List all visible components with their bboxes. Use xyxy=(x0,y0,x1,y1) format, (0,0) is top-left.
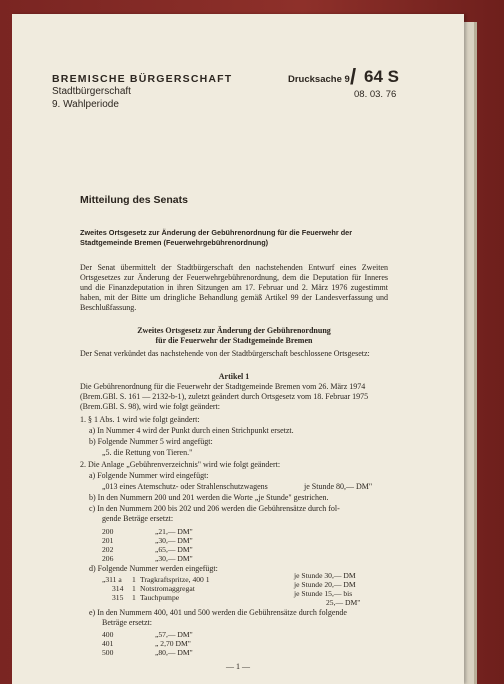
body-name: Stadtbürgerschaft xyxy=(52,86,131,97)
rate-value: „65,— DM" xyxy=(155,545,193,554)
law-heading-line: Zweites Ortsgesetz zur Änderung der Gebührenordnung xyxy=(137,326,331,335)
point-2e-line: e) In den Nummern 400, 401 und 500 werden die Gebührensätze durch folgende xyxy=(89,608,347,617)
item-rate: je Stunde 15,— bis xyxy=(294,589,353,598)
article-text: Die Gebührenordnung für die Feuerwehr der Stadtgemeinde Bremen vom 26. März 1974 (Brem.GBl. S. 161 — 2132-b-1), zuletzt geändert durch Ortsgesetz vom 18. Februar 1975 (Brem.GBl. S. 98), wird wie folgt geändert: xyxy=(80,382,369,411)
point-2d: d) Folgende Nummer werden eingefügt: xyxy=(89,564,218,573)
document-date: 08. 03. 76 xyxy=(354,89,397,100)
legislative-period: 9. Wahlperiode xyxy=(52,99,119,110)
item-qty: 1 xyxy=(132,593,136,602)
point-2c-line: gende Beträge ersetzt: xyxy=(102,514,174,523)
point-2e-line: Beträge ersetzt: xyxy=(102,618,152,627)
page-number: — 1 — xyxy=(226,662,250,671)
point-1b-quote: „5. die Rettung von Tieren." xyxy=(102,448,193,457)
point-1a: a) In Nummer 4 wird der Punkt durch einen Strichpunkt ersetzt. xyxy=(89,426,294,435)
document-title: Mitteilung des Senats xyxy=(80,194,188,206)
drucksache-label: Drucksache 9 xyxy=(288,74,350,85)
item-rate: je Stunde 20,— DM xyxy=(294,580,356,589)
item-rate: je Stunde 30,— DM xyxy=(294,571,356,580)
item-name: Tauchpumpe xyxy=(140,593,180,602)
point-2a-item: „013 eines Atemschutz- oder Strahlenschutzwagens xyxy=(102,482,268,491)
document-page xyxy=(12,14,464,684)
law-heading-line: für die Feuerwehr der Stadtgemeinde Bremen xyxy=(155,336,313,345)
item-qty: 1 xyxy=(132,575,136,584)
law-heading xyxy=(80,326,388,346)
item-rate-continued: 25,— DM" xyxy=(326,598,361,607)
point-2a: a) Folgende Nummer wird eingefügt: xyxy=(89,471,209,480)
item-code: 314 xyxy=(112,584,124,593)
institution-name: BREMISCHE BÜRGERSCHAFT xyxy=(52,73,233,85)
rate-code: 500 xyxy=(102,648,114,657)
article-heading: Artikel 1 xyxy=(218,372,250,381)
point-2: 2. Die Anlage „Gebührenverzeichnis" wird wie folgt geändert: xyxy=(80,460,281,469)
point-2a-rate: je Stunde 80,— DM" xyxy=(304,482,373,491)
rate-value: „30,— DM" xyxy=(155,536,193,545)
enactment-clause: Der Senat verkündet das nachstehende von der Stadtbürgerschaft beschlossene Ortsgesetz: xyxy=(80,349,370,358)
rate-code: 202 xyxy=(102,545,114,554)
rate-code: 206 xyxy=(102,554,114,563)
point-2c-line: c) In den Nummern 200 bis 202 und 206 werden die Gebührensätze durch fol- xyxy=(89,504,340,513)
rate-code: 401 xyxy=(102,639,114,648)
rate-value: „57,— DM" xyxy=(155,630,193,639)
rate-code: 201 xyxy=(102,536,114,545)
item-code: 315 xyxy=(112,593,124,602)
point-1: 1. § 1 Abs. 1 wird wie folgt geändert: xyxy=(80,415,200,424)
drucksache-slash: / xyxy=(350,64,357,89)
rate-value: „30,— DM" xyxy=(155,554,193,563)
rate-value: „21,— DM" xyxy=(155,527,193,536)
item-code: „311 a xyxy=(102,575,122,584)
rate-code: 400 xyxy=(102,630,114,639)
document-subject: Zweites Ortsgesetz zur Änderung der Gebührenordnung für die Feuerwehr der Stadtgemeinde Bremen (Feuerwehrgebührenordnung) xyxy=(80,228,353,247)
point-2b: b) In den Nummern 200 und 201 werden die Worte „je Stunde" gestrichen. xyxy=(89,493,329,502)
rate-value: „ 2,70 DM" xyxy=(155,639,191,648)
senate-intro-paragraph: Der Senat übermittelt der Stadtbürgerschaft den nachstehenden Entwurf eines Zweiten Ortsgesetzes zur Änderung der Feuerwehrgebührenordnung, dem die Deputation für Inneres und die Finanzdeputation in ihren Sitzungen am 17. Februar und 2. März 1976 zugestimmt haben, mit der Bitte um dringliche Behandlung gemäß Artikel 99 der Landesverfassung und Beschlußfassung. xyxy=(80,263,388,312)
item-name: Notstromaggregat xyxy=(140,584,195,593)
drucksache-number: 64 S xyxy=(364,67,399,86)
item-qty: 1 xyxy=(132,584,136,593)
rate-code: 200 xyxy=(102,527,114,536)
point-1b: b) Folgende Nummer 5 wird angefügt: xyxy=(89,437,213,446)
rate-value: „80,— DM" xyxy=(155,648,193,657)
item-name: Tragkraftspritze, 400 1 xyxy=(140,575,210,584)
